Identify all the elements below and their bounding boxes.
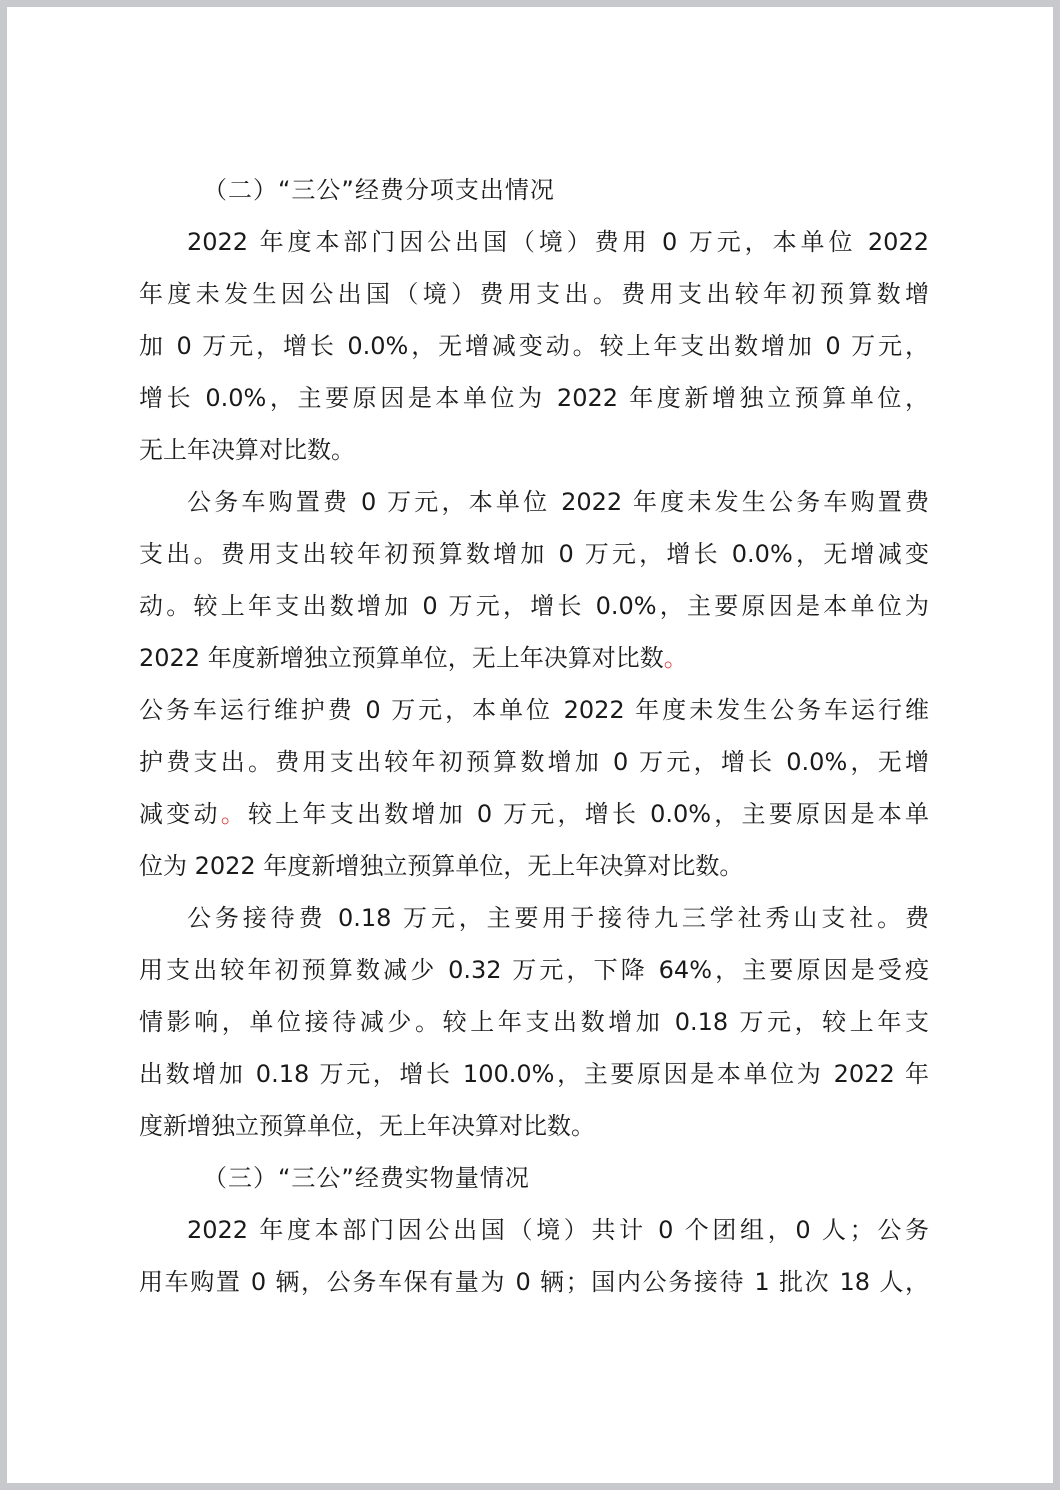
paragraph-line: 情影响，单位接待减少。较上年支出数增加 0.18 万元，较上年支 [139, 1008, 929, 1036]
paragraph-text: 较上年支出数增加 0 万元，增长 0.0%，主要原因是本单 [248, 800, 930, 828]
paragraph-line: 公务接待费 0.18 万元，主要用于接待九三学社秀山支社。费 [187, 904, 929, 932]
paragraph-line: 公务车购置费 0 万元，本单位 2022 年度未发生公务车购置费 [187, 488, 929, 516]
paragraph-line: 位为 2022 年度新增独立预算单位，无上年决算对比数。 [139, 852, 744, 880]
paragraph-line: 2022 年度本部门因公出国（境）费用 0 万元，本单位 2022 [187, 228, 929, 256]
document-page [7, 7, 1053, 1483]
paragraph-line: 支出。费用支出较年初预算数增加 0 万元，增长 0.0%，无增减变 [139, 540, 929, 568]
section-heading-3: （三）“三公”经费实物量情况 [203, 1164, 530, 1192]
paragraph-line: 公务车运行维护费 0 万元，本单位 2022 年度未发生公务车运行维 [139, 696, 929, 724]
paragraph-line: 无上年决算对比数。 [139, 436, 355, 464]
paragraph-line: 2022 年度本部门因公出国（境）共计 0 个团组，0 人；公务 [187, 1216, 929, 1244]
paragraph-line: 用支出较年初预算数减少 0.32 万元，下降 64%，主要原因是受疫 [139, 956, 929, 984]
paragraph-line: 用车购置 0 辆，公务车保有量为 0 辆；国内公务接待 1 批次 18 人， [139, 1268, 929, 1296]
paragraph-line [139, 794, 929, 834]
paragraph-line: 增长 0.0%，主要原因是本单位为 2022 年度新增独立预算单位， [139, 384, 929, 412]
highlighted-period: 。 [663, 644, 688, 672]
section-heading-2: （二）“三公”经费分项支出情况 [203, 176, 555, 204]
paragraph-line: 出数增加 0.18 万元，增长 100.0%，主要原因是本单位为 2022 年 [139, 1060, 929, 1088]
highlighted-period: 。 [220, 800, 248, 828]
paragraph-line: 加 0 万元，增长 0.0%，无增减变动。较上年支出数增加 0 万元， [139, 332, 929, 360]
paragraph-text: 2022 年度新增独立预算单位，无上年决算对比数 [139, 644, 664, 672]
paragraph-line: 度新增独立预算单位，无上年决算对比数。 [139, 1112, 595, 1140]
paragraph-line: 护费支出。费用支出较年初预算数增加 0 万元，增长 0.0%，无增 [139, 748, 929, 776]
paragraph-line: 年度未发生因公出国（境）费用支出。费用支出较年初预算数增 [139, 280, 929, 308]
paragraph-line: 动。较上年支出数增加 0 万元，增长 0.0%，主要原因是本单位为 [139, 592, 929, 620]
paragraph-line [139, 638, 929, 678]
paragraph-text: 减变动 [139, 800, 221, 828]
